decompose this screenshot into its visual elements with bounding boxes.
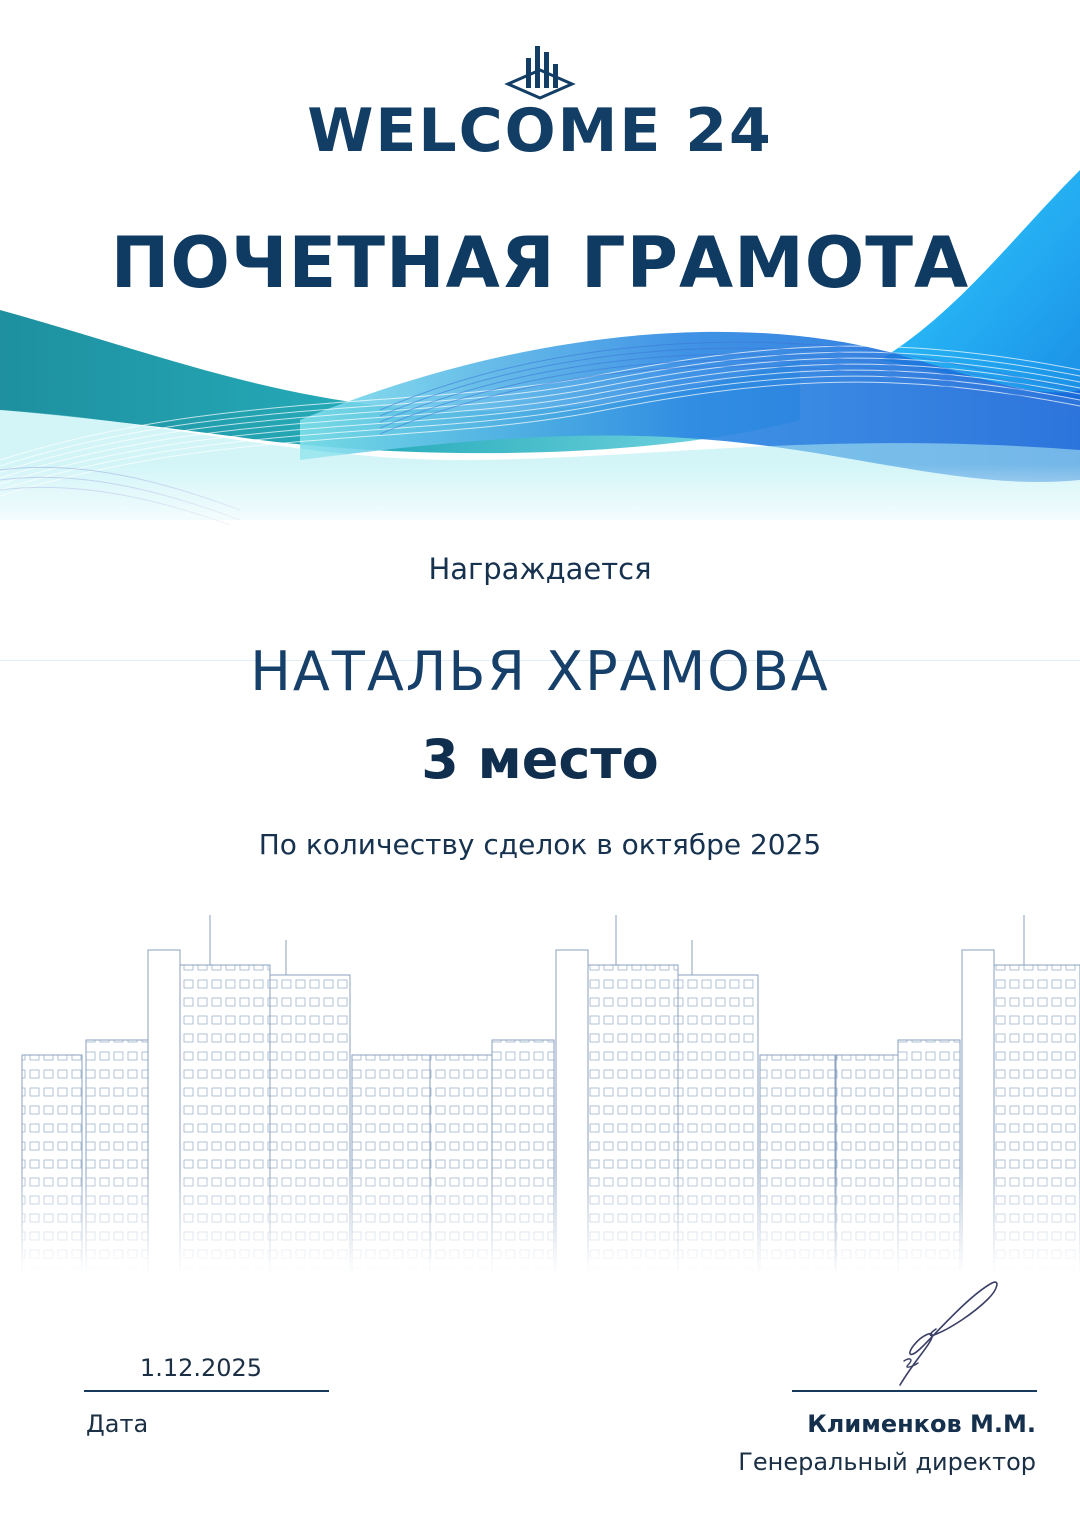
awarded-label: Награждается — [428, 552, 652, 586]
award-place: 3 место — [421, 728, 659, 791]
handwritten-signature — [870, 1275, 1010, 1395]
date-value: 1.12.2025 — [139, 1354, 263, 1382]
signer-role: Генеральный директор — [738, 1448, 1036, 1476]
decorative-waves — [0, 160, 1080, 540]
certificate-title: ПОЧЕТНАЯ ГРАМОТА — [110, 222, 970, 304]
date-label: Дата — [86, 1410, 149, 1438]
building-logo-icon — [504, 40, 576, 100]
city-skyline-illustration — [0, 905, 1080, 1275]
recipient-name: НАТАЛЬЯ ХРАМОВА — [250, 640, 830, 703]
award-reason: По количеству сделок в октябре 2025 — [258, 828, 822, 861]
welcome24-logo — [300, 40, 780, 170]
signature-underline — [792, 1390, 1037, 1392]
date-underline — [84, 1390, 329, 1392]
logo-wordmark: WELCOME 24 — [307, 96, 773, 166]
signer-name: Клименков М.М. — [807, 1410, 1036, 1438]
